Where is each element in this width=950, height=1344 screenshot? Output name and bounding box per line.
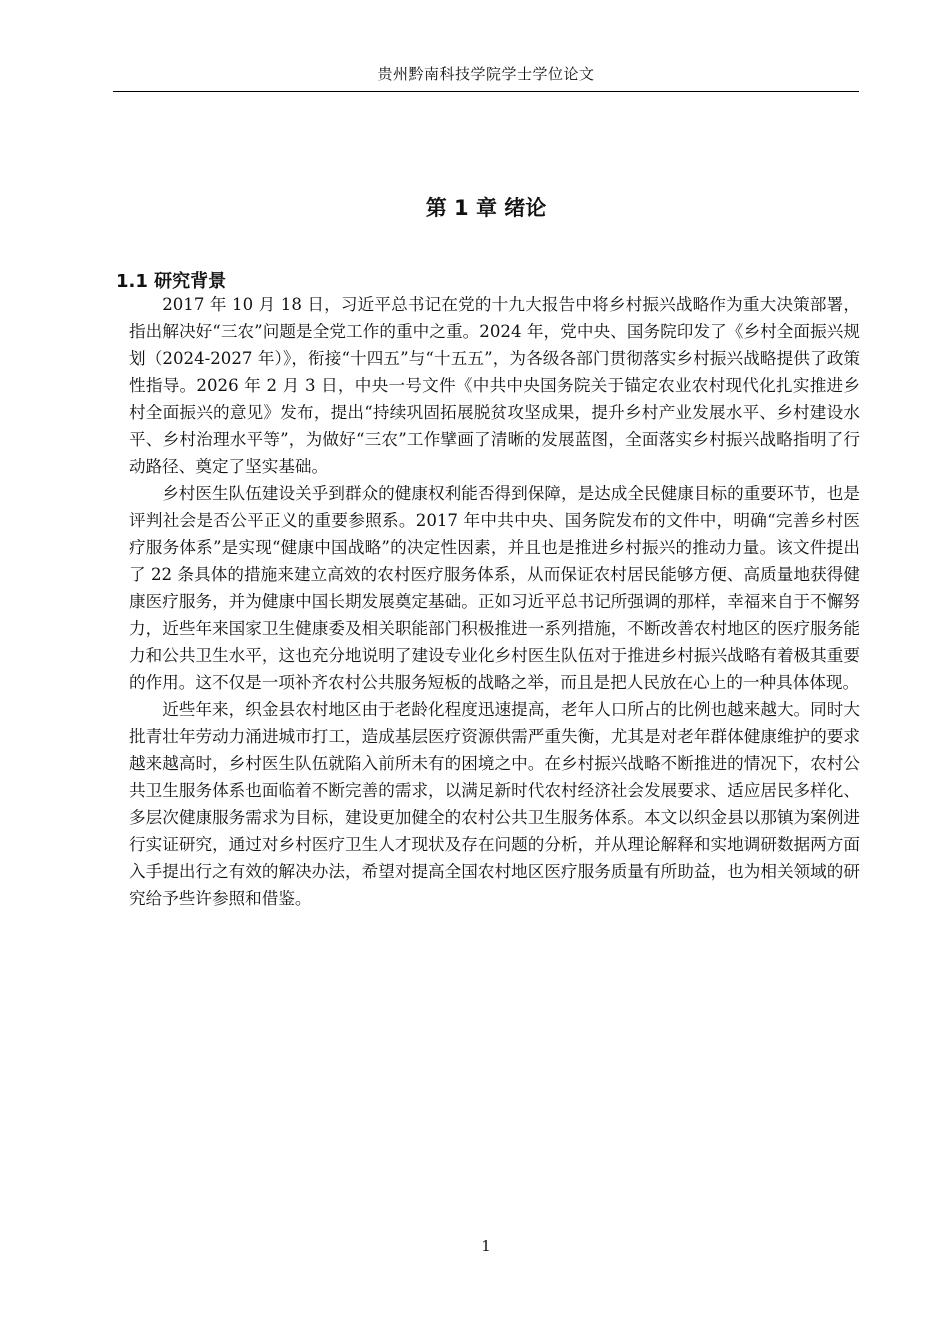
page-number: 1: [481, 1237, 491, 1255]
chapter-title: 第 1 章 绪论: [425, 196, 547, 221]
paragraph-2: 乡村医生队伍建设关乎到群众的健康权利能否得到保障，是达成全民健康目标的重要环节，也是评判社会是否公平正义的重要参照系。2017 年中共中央、国务院发布的文件中，明确“完善乡村医疗服务体系”是实现“健康中国战略”的决定性因素，并且也是推进乡村振兴的推动力量。该文件提出了 22 条具体的措施来建立高效的农村医疗服务体系，从而保证农村居民能够方便、高质量地获得健康医疗服务，并为健康中国长期发展奠定基础。正如习近平总书记所强调的那样，幸福来自于不懈努力，近些年来国家卫生健康委及相关职能部门积极推进一系列措施，不断改善农村地区的医疗服务能力和公共卫生水平，这也充分地说明了建设专业化乡村医生队伍对于推进乡村振兴战略有着极其重要的作用。这不仅是一项补齐农村公共服务短板的战略之举，而且是把人民放在心上的一种具体体现。: [129, 484, 860, 692]
body-text: [129, 291, 860, 912]
paragraph-1: 2017 年 10 月 18 日，习近平总书记在党的十九大报告中将乡村振兴战略作为重大决策部署，指出解决好“三农”问题是全党工作的重中之重。2024 年，党中央、国务院印发了《乡村全面振兴规划（2024-2027 年）》，衔接“十四五”与“十五五”，为各级各部门贯彻落实乡村振兴战略提供了政策性指导。2026 年 2 月 3 日，中央一号文件《中共中央国务院关于锚定农业农村现代化扎实推进乡村全面振兴的意见》发布，提出“持续巩固拓展脱贫攻坚成果，提升乡村产业发展水平、乡村建设水平、乡村治理水平等”，为做好“三农”工作擘画了清晰的发展蓝图，全面落实乡村振兴战略指明了行动路径、奠定了坚实基础。: [129, 295, 860, 476]
header-divider: [113, 91, 859, 92]
section-title: 1.1 研究背景: [116, 270, 227, 292]
running-header: 贵州黔南科技学院学士学位论文: [377, 65, 595, 83]
paragraph-3: 近些年来，织金县农村地区由于老龄化程度迅速提高，老年人口所占的比例也越来越大。同时大批青壮年劳动力涌进城市打工，造成基层医疗资源供需严重失衡，尤其是对老年群体健康维护的要求越来越高时，乡村医生队伍就陷入前所未有的困境之中。在乡村振兴战略不断推进的情况下，农村公共卫生服务体系也面临着不断完善的需求，以满足新时代农村经济社会发展要求、适应居民多样化、多层次健康服务需求为目标，建设更加健全的农村公共卫生服务体系。本文以织金县以那镇为案例进行实证研究，通过对乡村医疗卫生人才现状及存在问题的分析，并从理论解释和实地调研数据两方面入手提出行之有效的解决办法，希望对提高全国农村地区医疗服务质量有所助益，也为相关领域的研究给予些许参照和借鉴。: [129, 700, 860, 908]
